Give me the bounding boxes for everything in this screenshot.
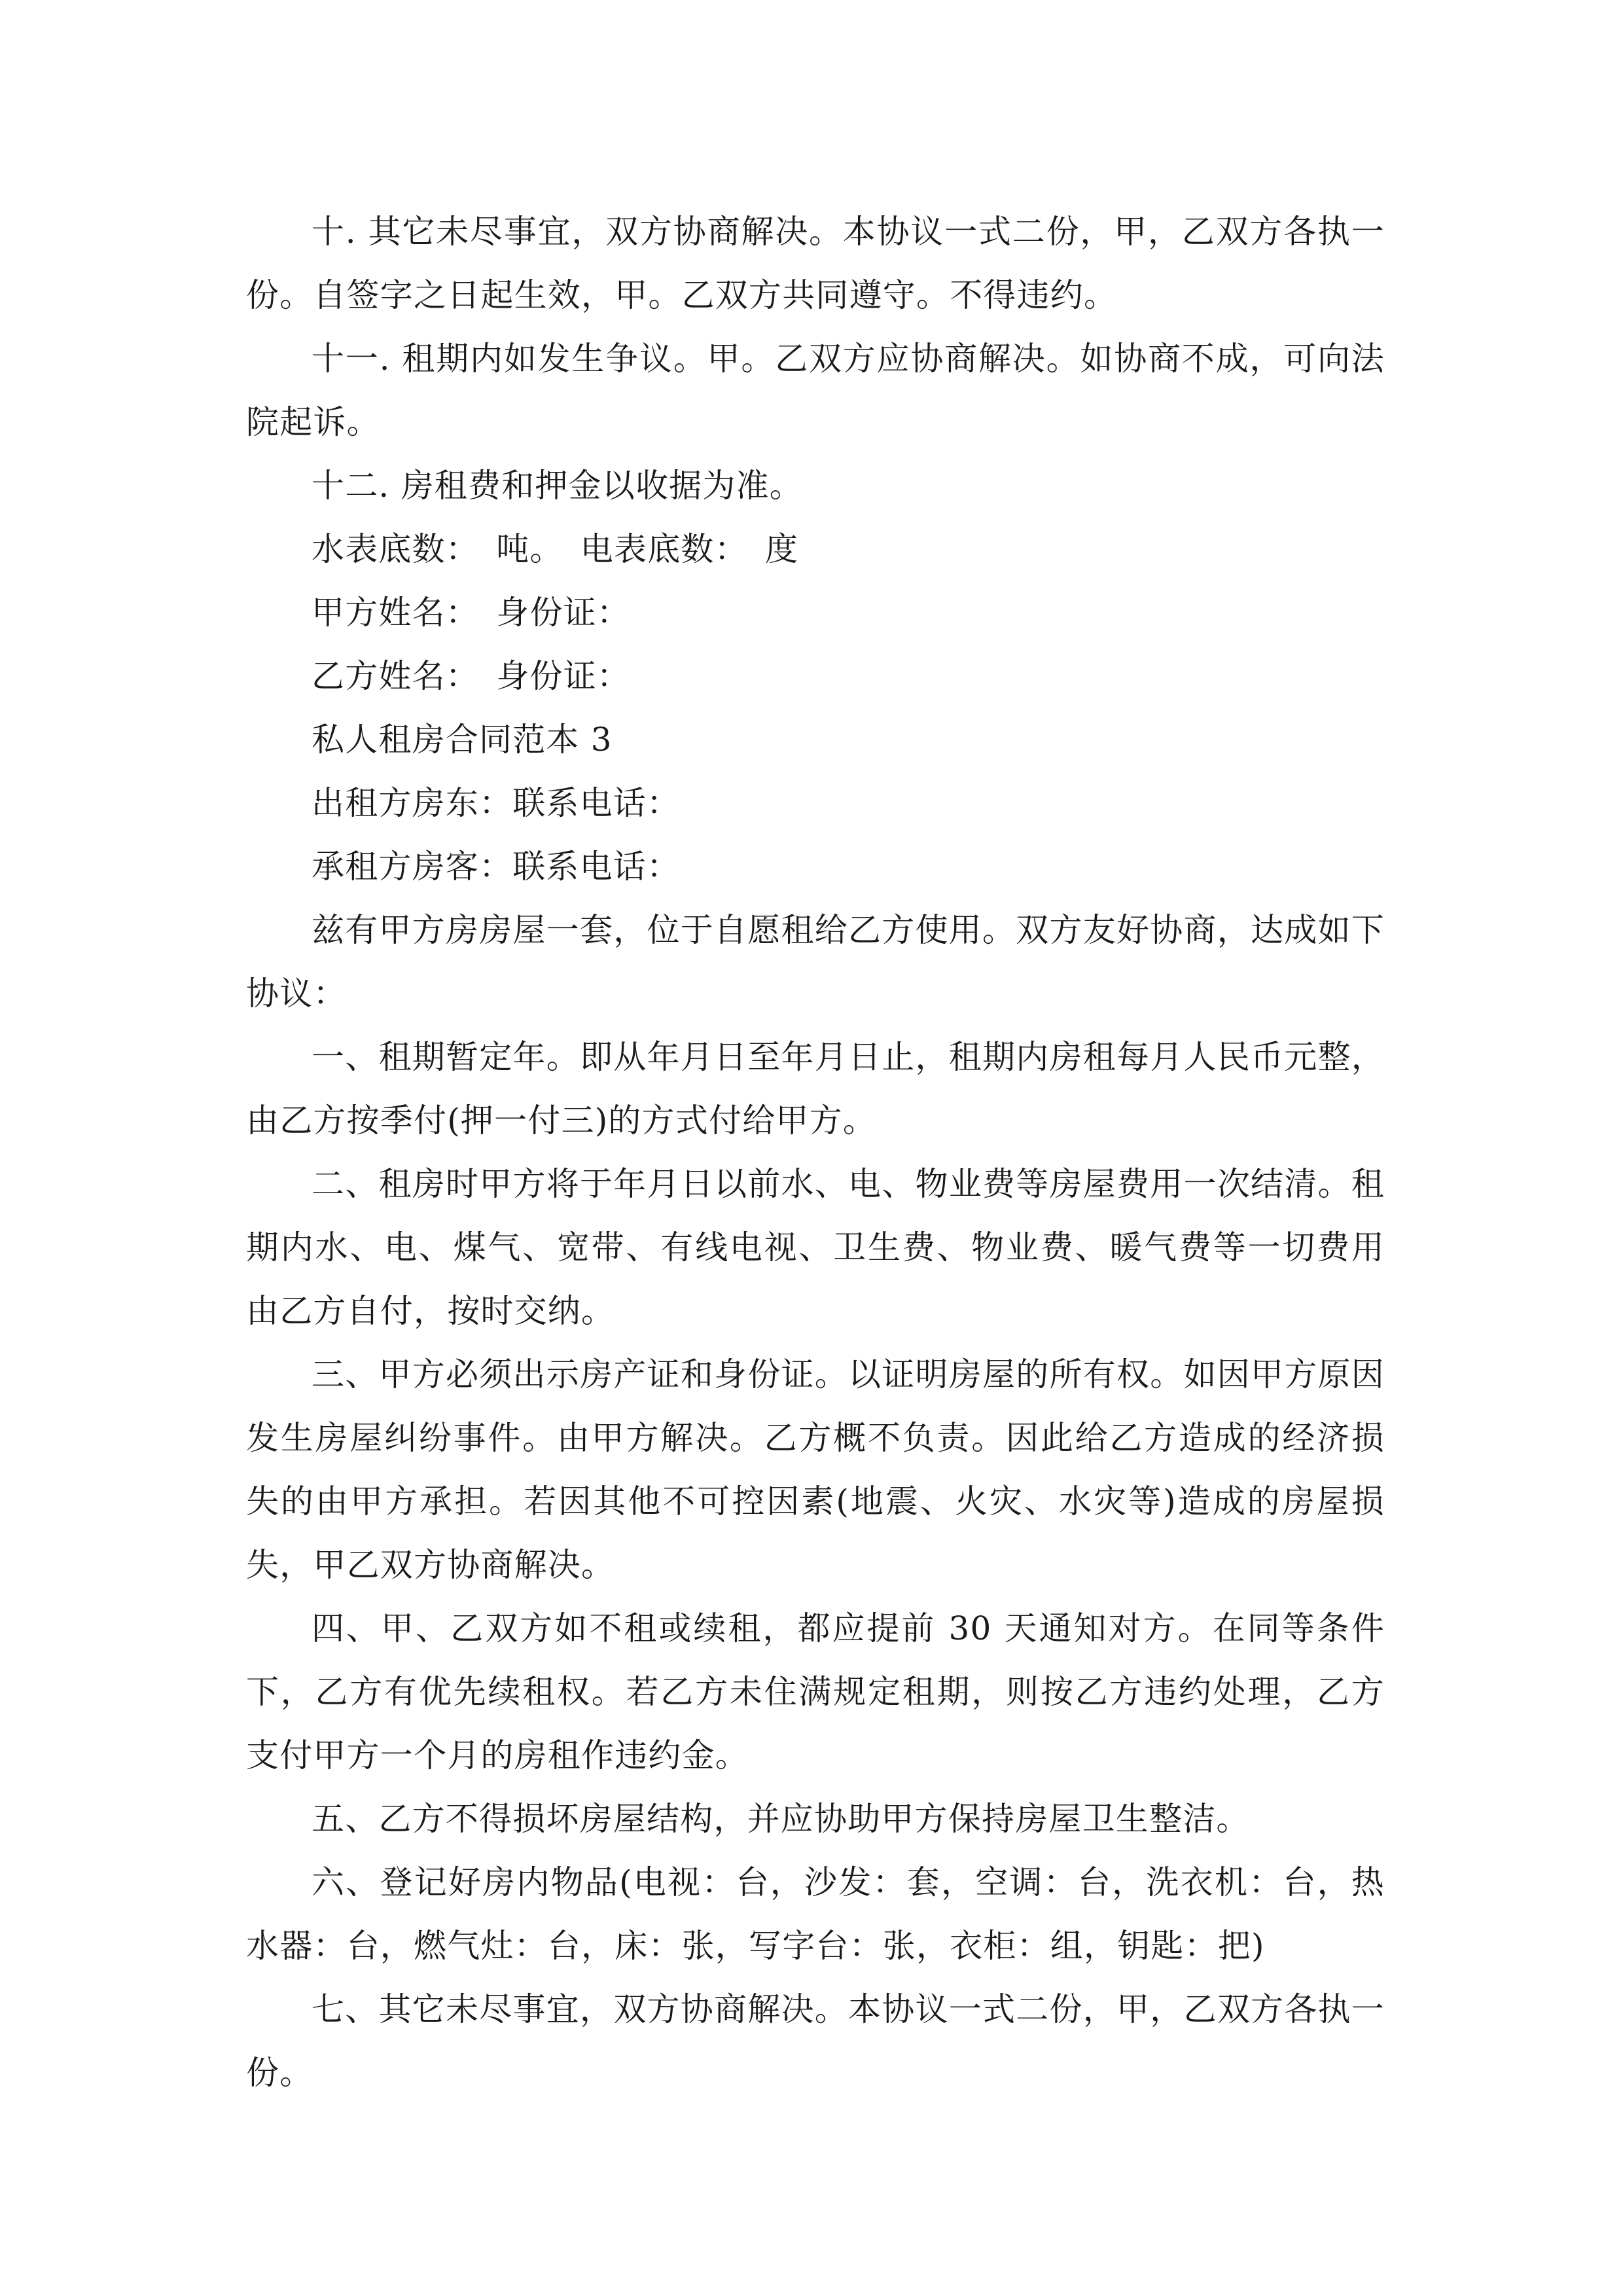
clause-3: 三、甲方必须出示房产证和身份证。以证明房屋的所有权。如因甲方原因发生房屋纠纷事件。由甲方解决。乙方概不负责。因此给乙方造成的经济损失的由甲方承担。若因其他不可控因素(地震、火灾、水灾等)造成的房屋损失，甲乙双方协商解决。: [246, 1355, 1385, 1584]
party-b-signature-line: 乙方姓名： 身份证：: [312, 657, 630, 695]
meter-readings: 水表底数： 吨。 电表底数： 度: [312, 530, 799, 568]
party-a-signature-line: 甲方姓名： 身份证：: [312, 594, 630, 632]
clause-6: 六、登记好房内物品(电视：台，沙发：套，空调：台，洗衣机：台，热水器：台，燃气灶：台，床：张，写字台：张，衣柜：组，钥匙：把): [246, 1863, 1385, 1965]
clause-11: 十一. 租期内如发生争议。甲。乙双方应协商解决。如协商不成，可向法院起诉。: [246, 340, 1385, 441]
contract-template-title: 私人租房合同范本 3: [312, 721, 613, 759]
contract-preamble: 兹有甲方房房屋一套，位于自愿租给乙方使用。双方友好协商，达成如下协议：: [246, 911, 1385, 1013]
clause-2: 二、租房时甲方将于年月日以前水、电、物业费等房屋费用一次结清。租期内水、电、煤气、宽带、有线电视、卫生费、物业费、暖气费等一切费用由乙方自付，按时交纳。: [246, 1165, 1385, 1330]
clause-1: 一、租期暂定年。即从年月日至年月日止，租期内房租每月人民币元整，由乙方按季付(押一付三)的方式付给甲方。: [246, 1038, 1385, 1139]
document-body: [246, 200, 1385, 2105]
clause-4: 四、甲、乙双方如不租或续租，都应提前 30 天通知对方。在同等条件下，乙方有优先续租权。若乙方未住满规定租期，则按乙方违约处理，乙方支付甲方一个月的房租作违约金。: [246, 1609, 1385, 1774]
clause-5: 五、乙方不得损坏房屋结构，并应协助甲方保持房屋卫生整洁。: [312, 1800, 1250, 1838]
tenant-line: 承租方房客：联系电话：: [312, 848, 681, 886]
clause-10: 十. 其它未尽事宜，双方协商解决。本协议一式二份，甲，乙双方各执一份。自签字之日起生效，甲。乙双方共同遵守。不得违约。: [246, 213, 1385, 314]
clause-12: 十二. 房租费和押金以收据为准。: [312, 467, 803, 505]
clause-7: 七、其它未尽事宜，双方协商解决。本协议一式二份，甲，乙双方各执一份。: [246, 1990, 1385, 2092]
landlord-line: 出租方房东：联系电话：: [312, 784, 681, 822]
